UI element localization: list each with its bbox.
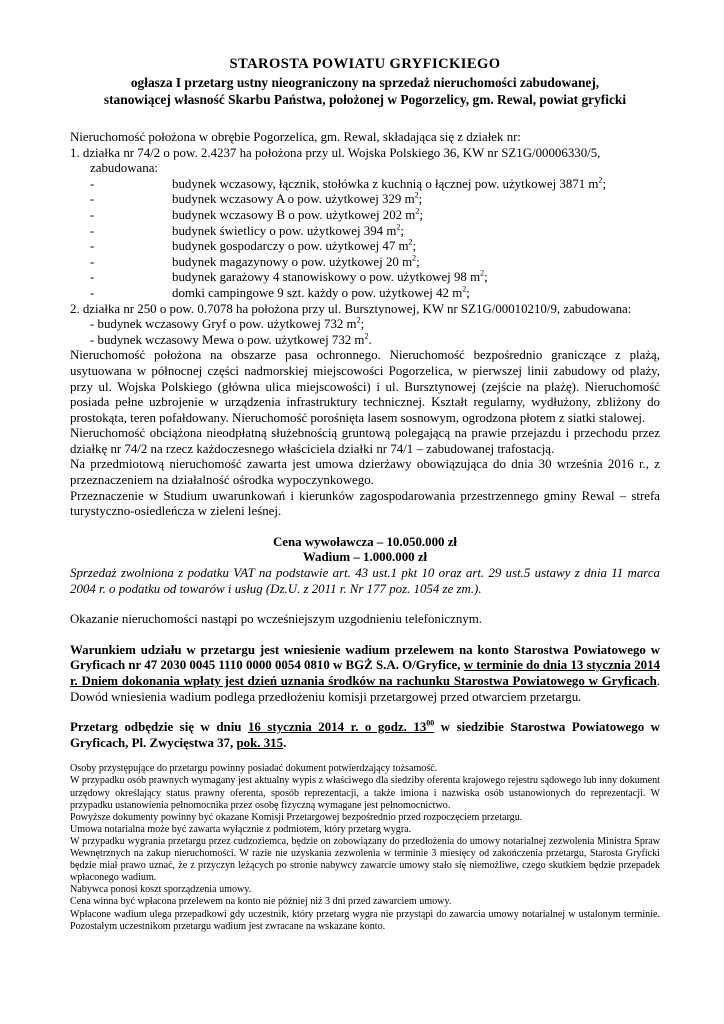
note-item: Cena winna być wpłacona przelewem na konto nie później niż 3 dni przed zawarciem umowy. xyxy=(70,896,452,908)
parcel-1-buildings-list xyxy=(70,177,660,302)
list-item: - budynek wczasowy B o pow. użytkowej 202 $m^2$; xyxy=(90,206,423,222)
parcel-2-header: 2. działka nr 250 o pow. 0.7078 ha położona przy ul. Bursztynowej, KW nr SZ1G/00010210/9, zabudowana: xyxy=(70,301,632,316)
parcel-1-header: 1. działka nr 74/2 o pow. 2.4237 ha położona przy ul. Wojska Polskiego 36, KW nr SZ1G/00006330/5, xyxy=(70,145,601,160)
note-item: Umowa notarialna może być zawarta wyłącznie z podmiotem, który przetarg wygra. xyxy=(70,823,412,835)
list-item: - budynek magazynowy o pow. użytkowej 20 $m^2$; xyxy=(90,253,420,269)
list-item: - budynek wczasowy A o pow. użytkowej 329 $m^2$; xyxy=(90,191,423,207)
easement-description: Nieruchomość obciążona nieodpłatną służebnością gruntową polegającą na prawie przejazdu i przechodu przez działkę nr 74/2 na rzecz każdoczesnego właściciela działki nr 74/1 – zabudowanej trafostacją. xyxy=(70,426,660,456)
starting-price: Cena wywoławcza – 10.050.000 zł xyxy=(272,534,458,549)
location-description: Nieruchomość położona na obszarze pasa ochronnego. Nieruchomość bezpośrednio graniczące z plażą, usytuowana w północnej części nadmorskiej miejscowości Pogorzelica, w pierwszej linii zabudowy od plaży, przy ul. Wojska Polskiego (główna ulica miejscowości) i ul. Bursztynowej (zejście na plażę). Nieruchomość posiada pełne uzbrojenie w urządzenia infrastruktury technicznej. Kształt regularny, wydłużony, zbliżony do prostokąta, teren pofałdowany. Nieruchomość porośnięta lasem sosnowym, ogrodzona płotem z siatki stalowej. xyxy=(70,348,660,425)
note-item: Nabywca ponosi koszt sporządzenia umowy. xyxy=(70,884,252,896)
list-item: - domki campingowe 9 szt. każdy o pow. użytkowej 42 $m^2$; xyxy=(90,284,470,300)
title-line-2: ogłasza I przetarg ustny nieograniczony na sprzedaż nieruchomości zabudowanej, xyxy=(130,75,600,90)
auction-details: Przetarg odbędzie się w dniu 16 stycznia 2014 r. o godz. $13^{00}$ w siedzibie Starostwa Powiatowego w Gryficach, Pl. Zwycięstwa 37, pok. 315. xyxy=(70,718,660,750)
list-item: - budynek wczasowy Mewa o pow. użytkowej 732 $m^2$. xyxy=(90,331,372,347)
list-item: - budynek garażowy 4 stanowiskowy o pow. użytkowej 98 $m^2$; xyxy=(90,269,488,285)
list-item: - budynek gospodarczy o pow. użytkowej 47 $m^2$; xyxy=(90,237,417,254)
viewing-note: Okazanie nieruchomości nastąpi po wcześniejszym uzgodnieniu telefonicznym. xyxy=(70,612,483,627)
note-item: Osoby przystępujące do przetargu powinny posiadać dokument potwierdzający tożsamość. xyxy=(70,763,438,775)
list-item: - budynek wczasowy Gryf o pow. użytkowej 732 $m^2$; xyxy=(90,315,365,332)
title-authority: STAROSTA POWIATU GRYFICKIEGO xyxy=(229,56,501,72)
announcement-title xyxy=(70,56,660,108)
lease-description: Na przedmiotową nieruchomość zawarta jest umowa dzierżawy obowiązująca do dnia 30 września 2016 r., z przeznaczeniem na działalność ośrodka wypoczynkowego. xyxy=(70,457,660,488)
property-intro: Nieruchomość położona w obrębie Pogorzelica, gm. Rewal, składająca się z działek nr: xyxy=(70,130,522,144)
vat-note: Sprzedaż zwolniona z podatku VAT na podstawie art. 43 ust.1 pkt 10 oraz art. 29 ust.5 ustawy z dnia 11 marca 2004 r. o podatku od towarów i usług (Dz.U. z 2011 r. Nr 177 poz. 1054 ze zm.). xyxy=(70,566,660,596)
note-item: W przypadku osób prawnych wymagany jest aktualny wypis z właściwego dla siedziby oferenta krajowego rejestru sądowego lub inny dokument urzędowy określający status prawny oferenta, sposób reprezentacji, a także imiona i nazwiska osób ustanowionych do reprezentacji. W przypadku ustanowienia pełnomocnika przez osobę fizyczną wymagane jest pełnomocnictwo. xyxy=(70,775,660,811)
note-item: Powyższe dokumenty powinny być okazane Komisji Przetargowej bezpośrednio przed rozpoczęciem przetargu. xyxy=(70,811,523,823)
list-item: - budynek świetlicy o pow. użytkowej 394 $m^2$; xyxy=(90,222,404,238)
list-item: - budynek wczasowy, łącznik, stołówka z kuchnią o łącznej pow. użytkowej 3871 $m^2$; xyxy=(90,175,607,191)
note-item: W przypadku wygrania przetargu przez cudzoziemca, będzie on zobowiązany do przedłożenia do umowy notarialnej zezwolenia Ministra Spraw Wewnętrznych na zakup nieruchomości. W razie nie uzyskania zezwolenia w terminie 3 miesięcy od zakończenia przetargu, Starosta Gryficki będzie miał prawo uznać, że z przyczyn leżących po stronie nabywcy zawarcie umowy stało się niemożliwe, czego skutkiem będzie przepadek wpłaconego wadium. xyxy=(70,835,660,884)
parcel-1-built: zabudowana: xyxy=(90,161,159,176)
announcement-page xyxy=(70,56,660,933)
title-line-3: stanowiącej własność Skarbu Państwa, położonej w Pogorzelicy, gm. Rewal, powiat gryficki xyxy=(103,92,627,107)
note-item: Wpłacone wadium ulega przepadkowi gdy uczestnik, który przetarg wygra nie przystąpi do zawarcia umowy notarialnej w ustalonym terminie. Pozostałym uczestnikom przetargu wadium jest zwracane na wskazane konto. xyxy=(70,908,660,932)
notes-section xyxy=(70,763,660,932)
deposit-amount: Wadium – 1.000.000 zł xyxy=(302,550,428,565)
participation-conditions: Warunkiem udziału w przetargu jest wniesienie wadium przelewem na konto Starostwa Powiatowego w Gryficach nr 47 2030 0045 1110 0000 0054 0810 w BGŻ S.A. O/Gryfice, w terminie do dnia 13 stycznia 2014 r. Dniem dokonania wpłaty jest dzień uznania środków na rachunku Starostwa Powiatowego w Gryficach. Dowód wniesienia wadium podlega przedłożeniu komisji przetargowej przed otwarciem przetargu. xyxy=(70,642,660,704)
zoning-description: Przeznaczenie w Studium uwarunkowań i kierunków zagospodarowania przestrzennego gminy Rewal – strefa turystyczno-osiedleńcza w zieleni leśnej. xyxy=(70,488,660,519)
